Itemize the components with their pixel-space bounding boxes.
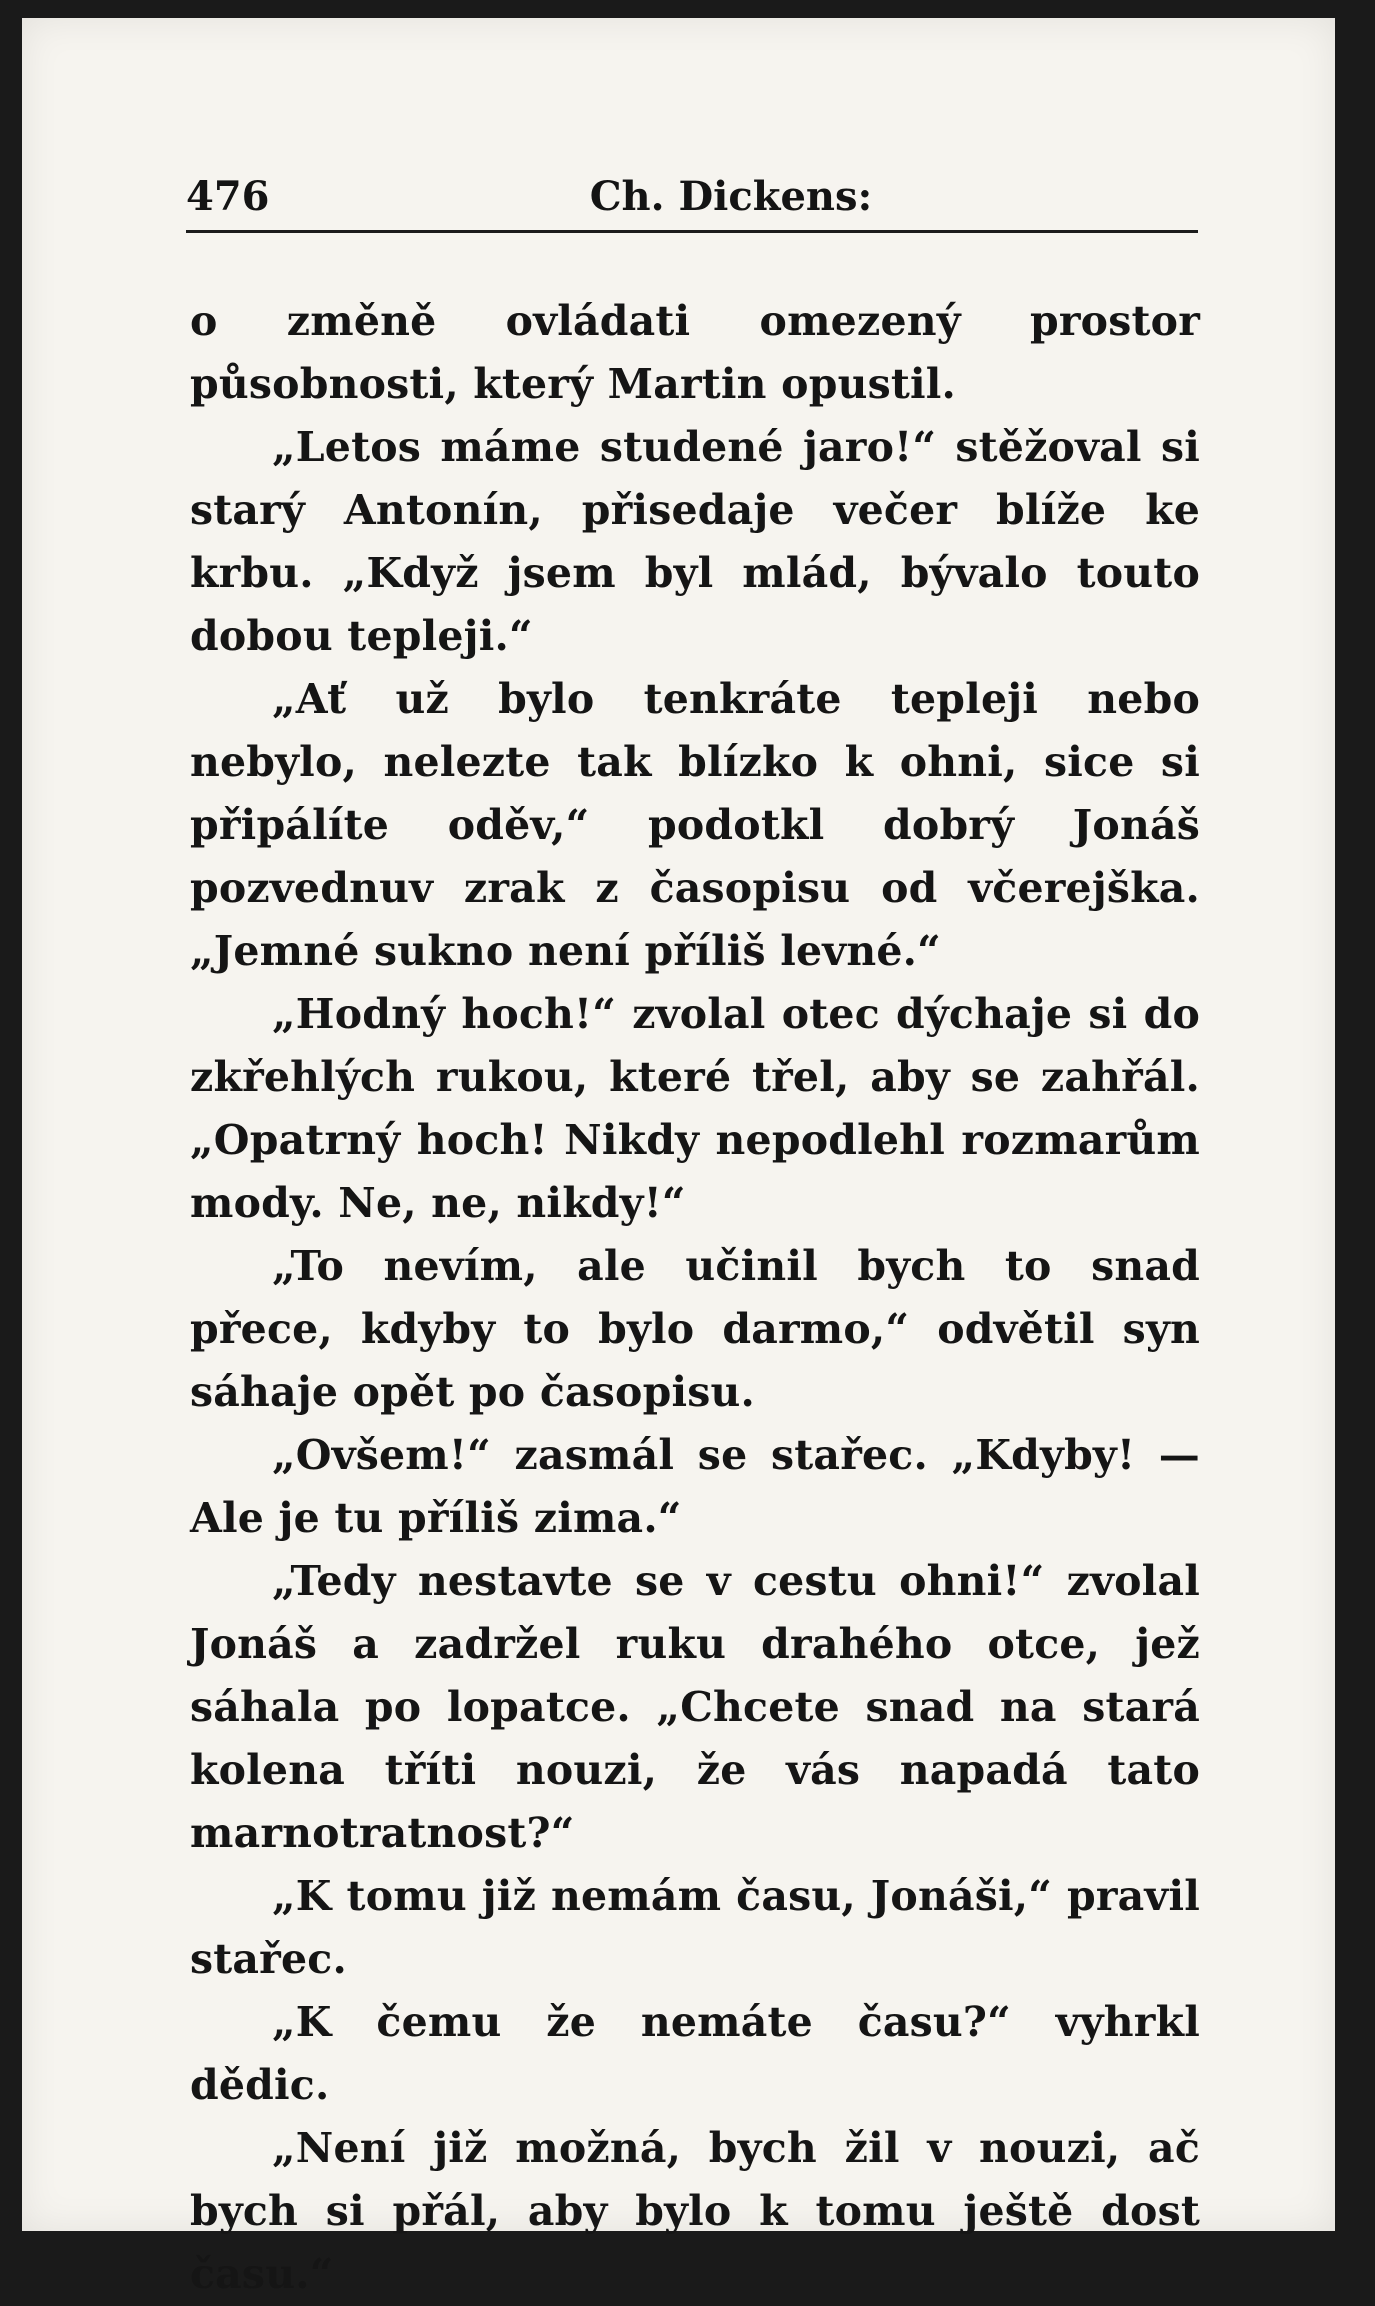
paragraph: „K tomu již nemám času, Jonáši,“ pravil stařec. xyxy=(190,1872,1200,1983)
paragraph: „Není již možná, bych žil v nouzi, ač bych si přál, aby bylo k tomu ještě dost času.“ xyxy=(190,2124,1200,2298)
running-title: Ch. Dickens: xyxy=(589,173,873,220)
paragraph: „Ovšem!“ zasmál se stařec. „Kdyby! — Ale je tu příliš zima.“ xyxy=(190,1431,1200,1542)
page-number: 476 xyxy=(186,173,270,220)
header-rule xyxy=(186,230,1198,233)
paragraph: „Tedy nestavte se v cestu ohni!“ zvolal Jonáš a zadržel ruku drahého otce, jež sáhala po lopatce. „Chcete snad na stará kolena tříti nouzi, že vás napadá tato marnotratnost?“ xyxy=(190,1557,1200,1857)
paragraph: „Letos máme studené jaro!“ stěžoval si starý Antonín, přisedaje večer blíže ke krbu. „Když jsem byl mlád, bývalo touto dobou tepleji.“ xyxy=(190,423,1200,660)
paragraph: „To nevím, ale učinil bych to snad přece, kdyby to bylo darmo,“ odvětil syn sáhaje opět po časopisu. xyxy=(190,1242,1200,1416)
paragraph: „Hodný hoch!“ zvolal otec dýchaje si do zkřehlých rukou, které třel, aby se zahřál. „Opatrný hoch! Nikdy nepodlehl rozmarům mody. Ne, ne, nikdy!“ xyxy=(190,990,1200,1227)
page-header xyxy=(186,172,1196,222)
paragraph: „Ať už bylo tenkráte tepleji nebo nebylo, nelezte tak blízko k ohni, sice si připálíte oděv,“ podotkl dobrý Jonáš pozvednuv zrak z časopisu od včerejška. „Jemné sukno není příliš levné.“ xyxy=(190,675,1200,975)
paragraph: o změně ovládati omezený prostor působnosti, který Martin opustil. xyxy=(190,297,1200,408)
paragraph: „K čemu že nemáte času?“ vyhrkl dědic. xyxy=(190,1998,1200,2109)
body-text xyxy=(190,290,1200,2306)
